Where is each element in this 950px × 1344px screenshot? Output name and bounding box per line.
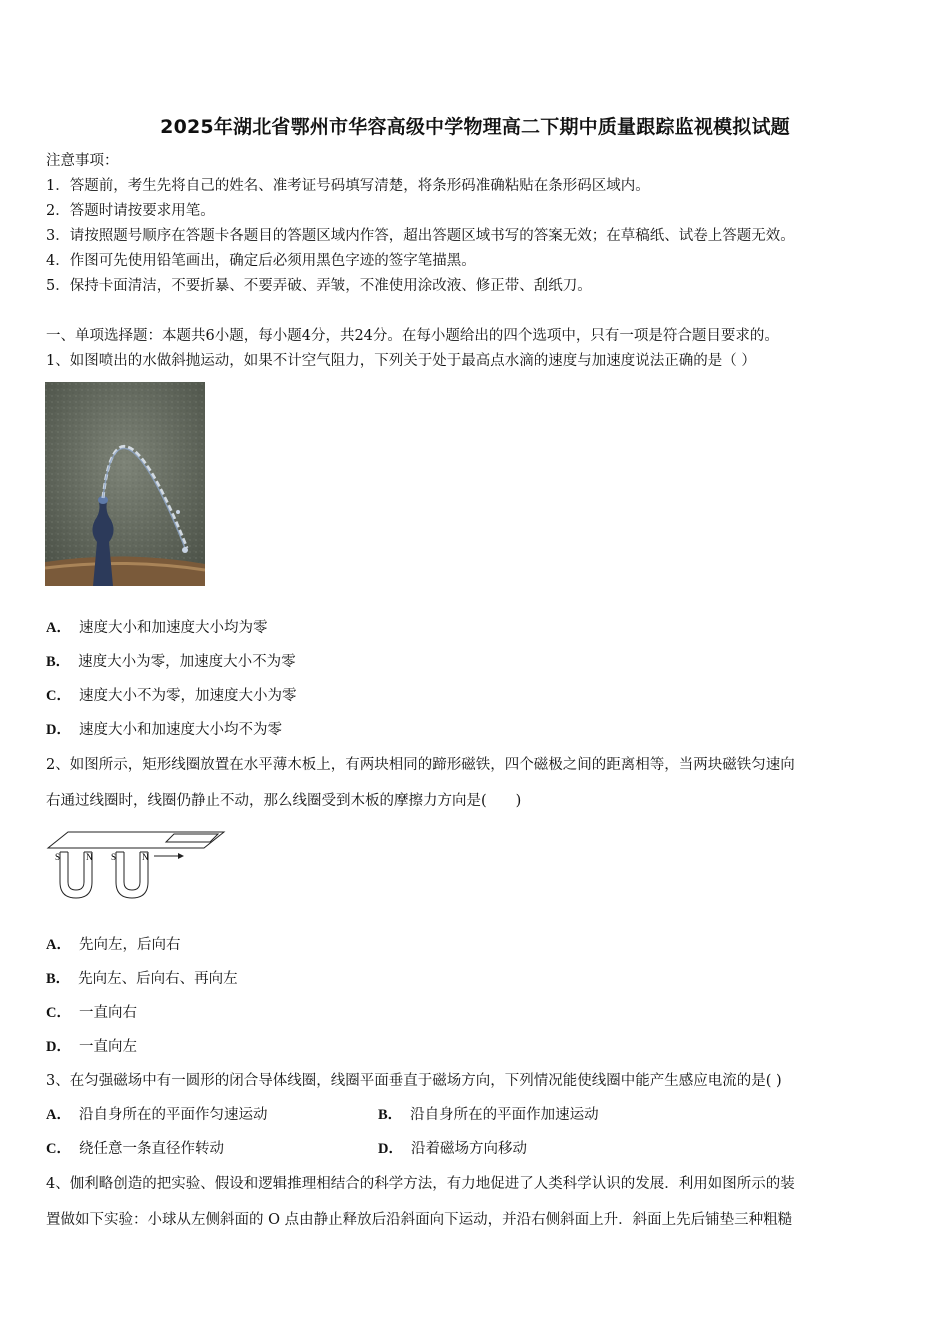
q3-option-c-label: C． <box>46 1141 71 1157</box>
q2-option-b <box>46 969 238 989</box>
magnet-coil-diagram <box>46 826 226 906</box>
q3-option-b-text: 沿自身所在的平面作加速运动 <box>410 1107 599 1123</box>
q1-option-b <box>46 652 296 672</box>
q1-option-c-text: 速度大小不为零，加速度大小为零 <box>78 688 297 704</box>
q3-option-c <box>46 1139 224 1159</box>
pole-label-n1: N <box>86 852 93 862</box>
q3-option-a-label: A． <box>46 1107 71 1123</box>
notice-item-5: 5．保持卡面清洁，不要折暴、不要弄破、弄皱，不准使用涂改液、修正带、刮纸刀。 <box>46 278 592 294</box>
pole-label-s1: S <box>55 852 61 862</box>
q4-stem-line1: 4、伽利略创造的把实验、假设和逻辑推理相结合的科学方法，有力地促进了人类科学认识的发展．利用如图所示的装 <box>46 1176 795 1192</box>
q2-option-c <box>46 1003 137 1023</box>
q2-option-a-text: 先向左，后向右 <box>78 937 181 953</box>
q1-option-c-label: C． <box>46 688 71 704</box>
q1-option-d-text: 速度大小和加速度大小均不为零 <box>78 722 282 738</box>
q3-option-a-text: 沿自身所在的平面作匀速运动 <box>78 1107 268 1123</box>
section-heading: 一、单项选择题：本题共6小题，每小题4分，共24分。在每小题给出的四个选项中，只有一项是符合题目要求的。 <box>46 328 779 344</box>
q3-option-a <box>46 1105 267 1125</box>
q3-option-d-text: 沿着磁场方向移动 <box>410 1141 527 1157</box>
q2-option-d-label: D． <box>46 1039 71 1055</box>
q3-option-b-label: B． <box>378 1107 403 1123</box>
q1-option-b-text: 速度大小为零，加速度大小不为零 <box>78 654 296 670</box>
notice-item-2: 2．答题时请按要求用笔。 <box>46 203 215 219</box>
q3-option-c-text: 绕任意一条直径作转动 <box>78 1141 224 1157</box>
q3-option-d-label: D． <box>378 1141 403 1157</box>
page-title: 2025年湖北省鄂州市华容高级中学物理高二下期中质量跟踪监视模拟试题 <box>160 116 790 138</box>
q1-option-d <box>46 720 282 740</box>
q3-option-b <box>378 1105 599 1125</box>
q2-option-a-label: A． <box>46 937 71 953</box>
q2-option-d-text: 一直向左 <box>78 1039 137 1055</box>
notice-heading: 注意事项： <box>46 153 119 169</box>
q2-option-d <box>46 1037 137 1057</box>
q2-stem-line1: 2、如图所示，矩形线圈放置在水平薄木板上，有两块相同的蹄形磁铁，四个磁极之间的距离相等，当两块磁铁匀速向 <box>46 757 795 773</box>
notice-item-4: 4．作图可先使用铅笔画出，确定后必须用黑色字迹的签字笔描黑。 <box>46 253 476 269</box>
notice-item-3: 3．请按照题号顺序在答题卡各题目的答题区域内作答，超出答题区域书写的答案无效；在草稿纸、试卷上答题无效。 <box>46 228 795 244</box>
q1-option-d-label: D． <box>46 722 71 738</box>
q3-stem: 3、在匀强磁场中有一圆形的闭合导体线圈，线圈平面垂直于磁场方向，下列情况能使线圈中能产生感应电流的是( ) <box>46 1073 782 1089</box>
q3-option-d <box>378 1139 527 1159</box>
q2-option-b-text: 先向左、后向右、再向左 <box>78 971 238 987</box>
q1-option-c <box>46 686 296 706</box>
q1-option-a-label: A． <box>46 620 71 636</box>
fountain-photo <box>45 382 205 586</box>
q2-option-b-label: B． <box>46 971 71 987</box>
q2-stem-line2: 右通过线圈时，线圈仍静止不动，那么线圈受到木板的摩擦力方向是( ) <box>46 793 522 809</box>
q2-option-a <box>46 935 180 955</box>
q2-option-c-label: C． <box>46 1005 71 1021</box>
q4-stem-line2: 置做如下实验：小球从左侧斜面的 O 点由静止释放后沿斜面向下运动，并沿右侧斜面上升．斜面上先后铺垫三种粗糙 <box>46 1212 793 1228</box>
pole-label-n2: N <box>142 852 149 862</box>
q1-stem: 1、如图喷出的水做斜抛运动，如果不计空气阻力，下列关于处于最高点水滴的速度与加速度说法正确的是（ ） <box>46 353 756 369</box>
pole-label-s2: S <box>111 852 117 862</box>
notice-item-1: 1．答题前，考生先将自己的姓名、准考证号码填写清楚，将条形码准确粘贴在条形码区域内。 <box>46 178 650 194</box>
q2-option-c-text: 一直向右 <box>78 1005 137 1021</box>
q1-option-a-text: 速度大小和加速度大小均为零 <box>78 620 268 636</box>
q1-option-b-label: B． <box>46 654 71 670</box>
q1-option-a <box>46 618 267 638</box>
